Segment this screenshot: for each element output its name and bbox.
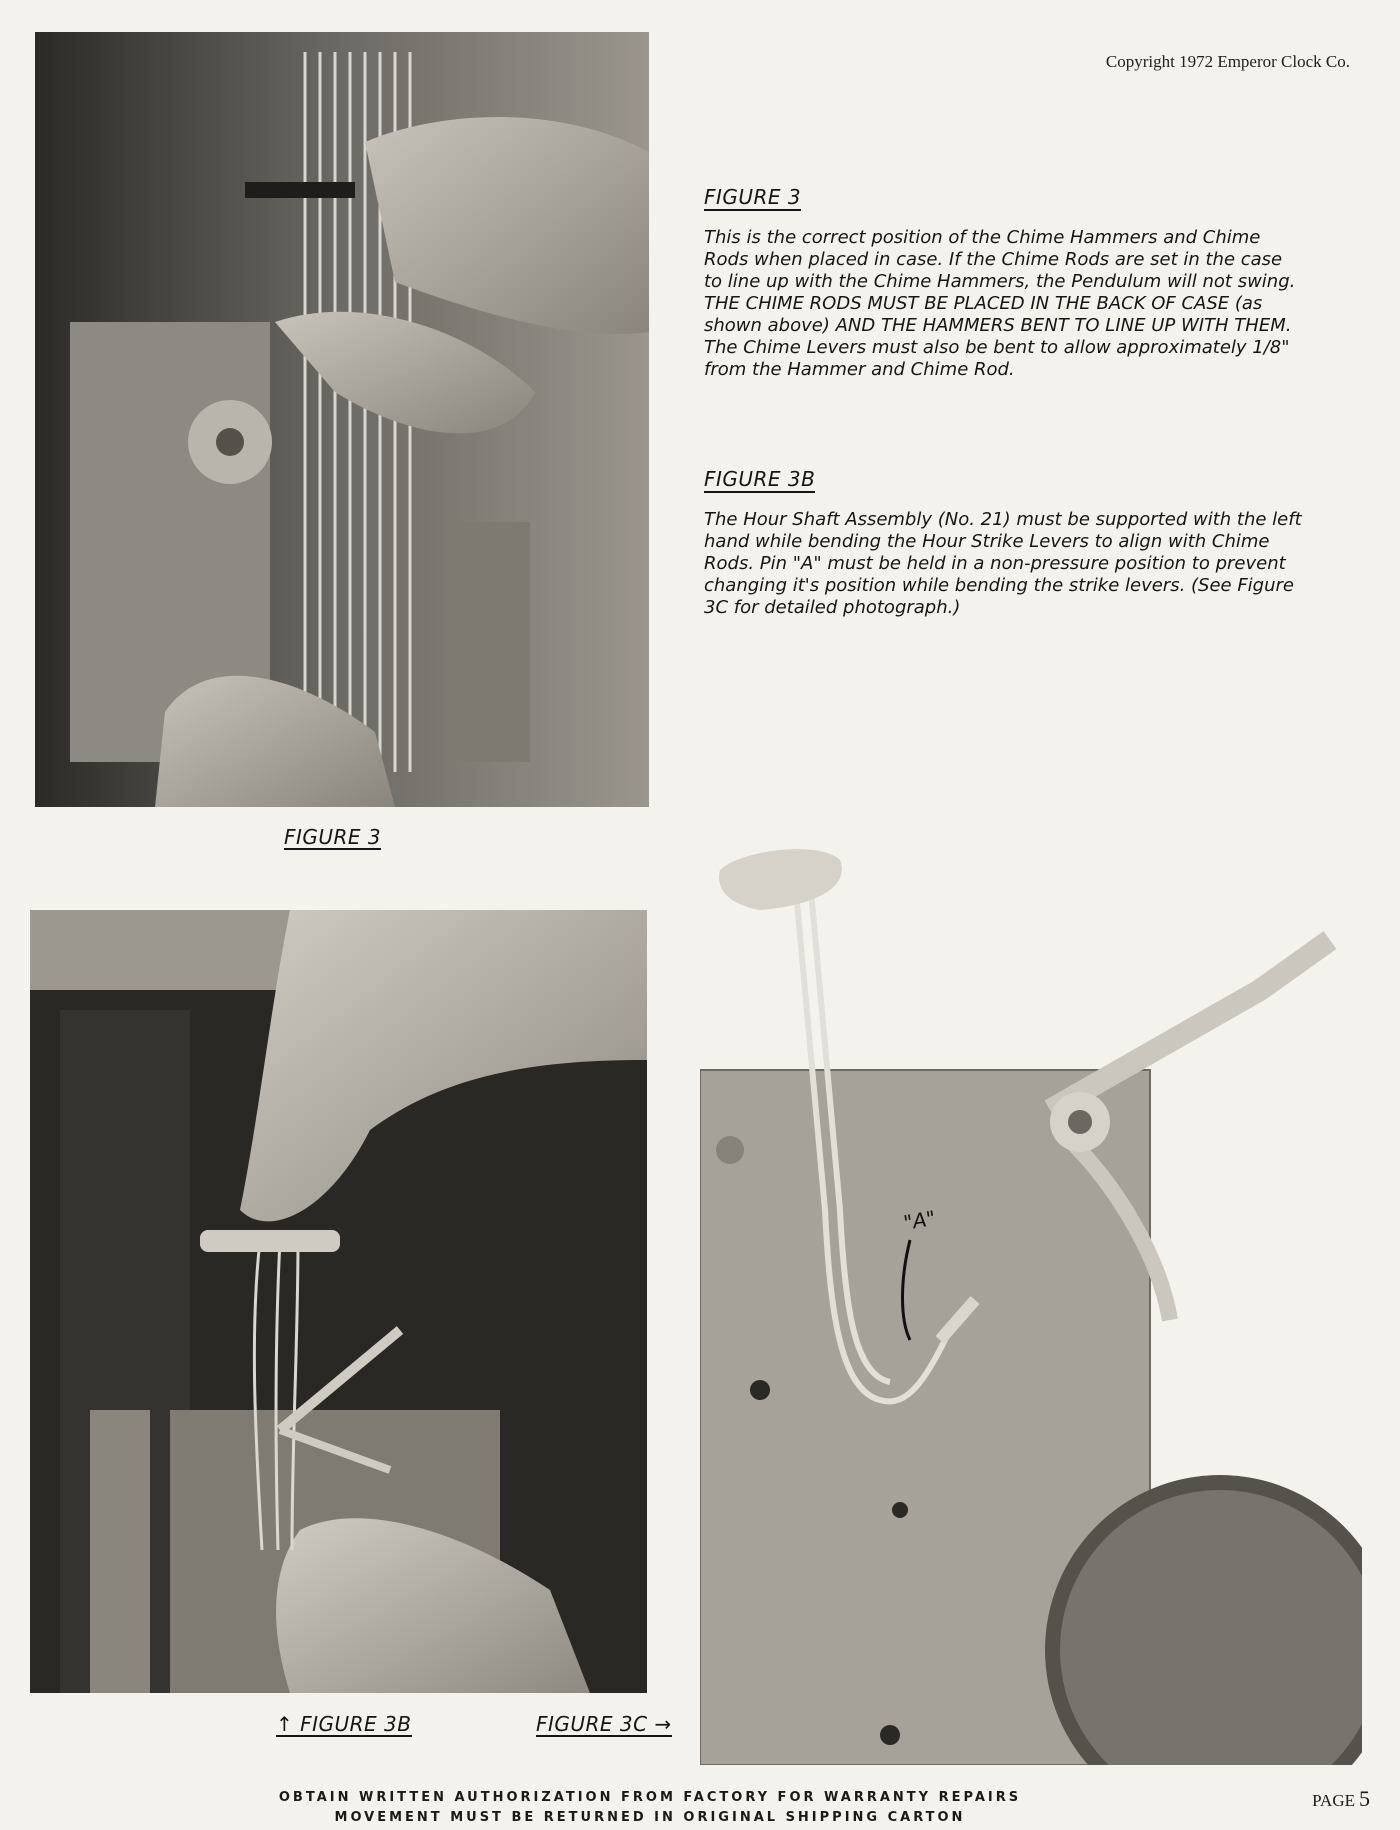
page-label: PAGE [1312, 1791, 1355, 1810]
figure-3c-photo [700, 830, 1362, 1765]
figure-3-photo [35, 32, 649, 807]
figure-3-paragraph: This is the correct position of the Chime Hammers and Chime Rods when placed in case. If the Chime Rods are set in the case to line up with the Chime Hammers, the Pendulum will not swing. THE CHIME RODS MUST BE PLACED IN THE BACK OF CASE (as shown above) AND THE HAMMERS BENT TO LINE UP WITH THEM. The Chime Levers must also be bent to allow approximately 1/8" from the Hammer and Chime Rod. [704, 227, 1296, 380]
figure-3-caption: FIGURE 3 [284, 825, 382, 849]
figure-3-heading: FIGURE 3 [704, 185, 802, 209]
pin-a-label: "A" [901, 1205, 938, 1235]
page-number-value: 5 [1359, 1786, 1370, 1811]
figure-3b-heading: FIGURE 3B [704, 467, 816, 491]
figure-3c-caption: FIGURE 3C → [536, 1712, 672, 1736]
figure-3-text [704, 186, 1304, 381]
copyright-notice: Copyright 1972 Emperor Clock Co. [1105, 52, 1350, 71]
figure-3b-caption: ↑ FIGURE 3B [276, 1712, 412, 1736]
warranty-footer [0, 1788, 1300, 1828]
figure-3b-text [704, 468, 1304, 619]
figure-3b-photo [30, 910, 647, 1693]
figure-3b-paragraph: The Hour Shaft Assembly (No. 21) must be supported with the left hand while bending the Hour Strike Levers to align with Chime Rods. Pin "A" must be held in a non-pressure position to prevent changing it's position while bending the strike levers. (See Figure 3C for detailed photograph.) [704, 509, 1302, 618]
page-number [1312, 1786, 1370, 1812]
footer-line-1: OBTAIN WRITTEN AUTHORIZATION FROM FACTORY FOR WARRANTY REPAIRS [278, 1790, 1022, 1805]
footer-line-2: MOVEMENT MUST BE RETURNED IN ORIGINAL SHIPPING CARTON [334, 1810, 966, 1825]
